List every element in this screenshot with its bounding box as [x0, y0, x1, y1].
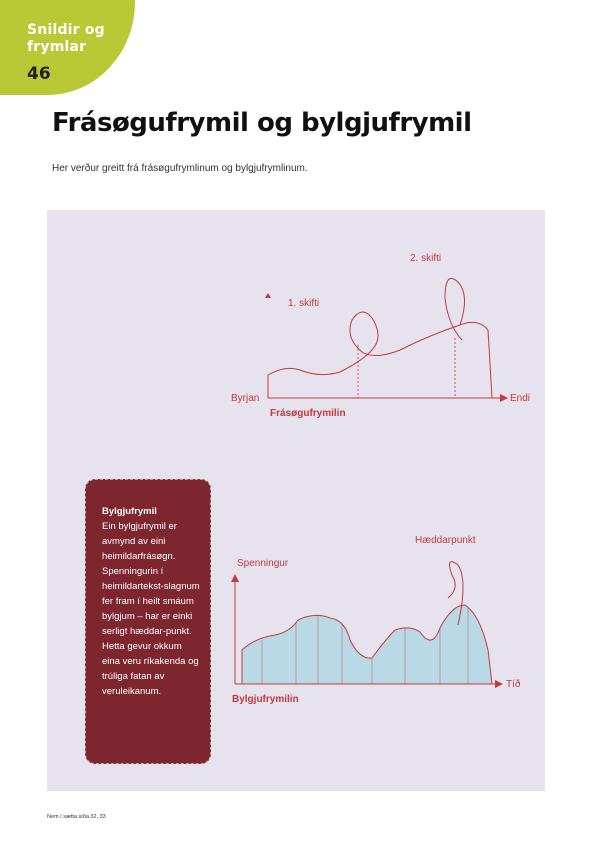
page-title: Frásøgufrymil og bylgjufrymil	[52, 108, 472, 138]
infobox-body: Ein bylgjufrymil er avmynd av eini heimildarfrásøgn. Spenningurin í heimildartekst-slagnum fer fram í heilt smáum bylgjum – har er einki serligt hæddar-punkt. Hetta gevur okkum eina veru ríkakenda og trúliga fatan av veruleikanum.	[102, 521, 200, 697]
wave-x-arrow	[495, 680, 503, 688]
wave-y-label: Spenningur	[237, 558, 289, 569]
shift2-loop	[445, 278, 465, 340]
wave-caption: Bylgjufrymilin	[232, 694, 299, 705]
section-label-line1: Snildir og	[27, 22, 105, 38]
peak-label: Hæddarpunkt	[415, 535, 476, 546]
wave-diagram	[231, 535, 521, 705]
label-shift2: 2. skifti	[410, 253, 442, 264]
label-start: Byrjan	[231, 393, 260, 404]
label-shift1: 1. skifti	[288, 298, 320, 309]
footer-note: Nem í sætta síða 32, 33	[47, 814, 106, 820]
intro-text: Her verður greitt frá frásøgufrymlinum og bylgjufrymlinum.	[52, 163, 308, 174]
wave-y-arrow	[231, 574, 239, 582]
narrative-caption: Frásøgufrymilin	[270, 408, 346, 419]
infobox-title: Bylgjufrymil	[102, 506, 157, 517]
wave-area	[242, 605, 492, 684]
infobox	[85, 479, 211, 764]
narrative-axis-arrow	[500, 394, 508, 402]
section-label-line2: frymlar	[27, 39, 87, 55]
wave-x-label: Tíð	[506, 679, 521, 690]
narrative-curve	[268, 312, 492, 398]
shift1-marker	[265, 293, 271, 298]
label-end: Endi	[510, 393, 531, 404]
page-number: 46	[27, 64, 51, 84]
narrative-diagram	[231, 253, 530, 419]
